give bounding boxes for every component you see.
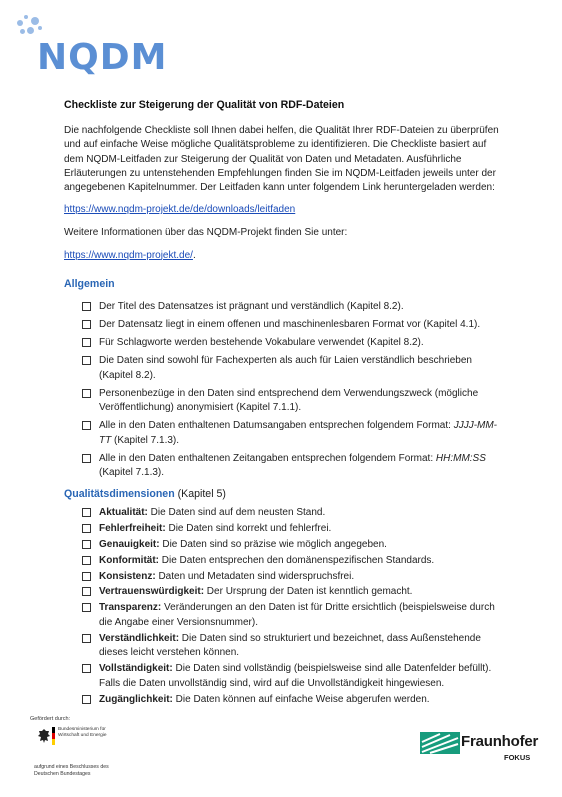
federal-eagle-icon	[38, 728, 50, 744]
checklist-item	[82, 452, 502, 481]
checkbox[interactable]	[82, 634, 91, 643]
item-term: Konformität:	[99, 554, 159, 566]
item-text-after: (Kapitel 7.1.3).	[99, 467, 165, 478]
checklist-item	[82, 554, 502, 569]
item-text: Für Schlagworte werden bestehende Vokabulare verwendet (Kapitel 8.2).	[99, 337, 424, 348]
logo-dot	[38, 26, 42, 30]
checkbox[interactable]	[82, 421, 91, 430]
guideline-link[interactable]: https://www.nqdm-projekt.de/de/downloads/leitfaden	[64, 204, 296, 216]
quality-heading-text: Qualitätsdimensionen	[64, 488, 175, 500]
checklist-item	[82, 601, 502, 630]
checklist-item	[82, 662, 502, 691]
ministry-name: Bundesministerium für Wirtschaft und Energie	[58, 727, 107, 738]
item-text: Veränderungen an den Daten ist für Dritte ersichtlich (beispielsweise durch die Angabe einer Versionsnummer).	[99, 602, 495, 628]
item-text: Die Daten sind auf dem neusten Stand.	[147, 507, 326, 518]
fraunhofer-logo-icon	[420, 732, 460, 754]
general-checklist	[82, 300, 502, 484]
date-format: JJJJ-MM-TT	[99, 420, 498, 446]
german-flag-icon	[52, 727, 55, 745]
checkbox[interactable]	[82, 302, 91, 311]
item-term: Zugänglichkeit:	[99, 693, 173, 705]
funded-by-label: Gefördert durch:	[30, 716, 71, 722]
checklist-item	[82, 693, 502, 708]
item-text: Alle in den Daten enthaltenen Datumsangaben entsprechen folgendem Format:	[99, 420, 454, 431]
item-text: Der Titel des Datensatzes ist prägnant und verständlich (Kapitel 8.2).	[99, 301, 404, 312]
checkbox[interactable]	[82, 320, 91, 329]
checklist-item	[82, 570, 502, 585]
bundestag-note: aufgrund eines Beschlusses des Deutschen Bundestages	[34, 764, 109, 777]
checkbox[interactable]	[82, 572, 91, 581]
item-term: Genauigkeit:	[99, 538, 160, 550]
checkbox[interactable]	[82, 508, 91, 517]
checklist-item	[82, 585, 502, 600]
logo-dot	[31, 17, 39, 25]
fraunhofer-name: Fraunhofer	[461, 733, 539, 750]
item-text: Die Daten sind korrekt und fehlerfrei.	[165, 522, 332, 534]
logo-dot	[20, 29, 25, 34]
item-text: Die Daten sind sowohl für Fachexperten als auch für Laien verständlich beschrieben (Kapitel 8.2).	[99, 355, 472, 381]
logo-dot	[27, 27, 34, 34]
time-format: HH:MM:SS	[435, 452, 486, 464]
checklist-item	[82, 387, 502, 416]
item-text: Die Daten sind vollständig (beispielsweise sind alle Datenfelder befüllt). Falls die Daten unvollständig sind, wird auf die Unvollständigkeit hingewiesen.	[99, 663, 492, 689]
logo-text: NQDM	[37, 37, 168, 78]
checkbox[interactable]	[82, 389, 91, 398]
checkbox[interactable]	[82, 338, 91, 347]
checkbox[interactable]	[82, 587, 91, 596]
checkbox[interactable]	[82, 540, 91, 549]
quality-checklist	[82, 506, 502, 708]
item-term: Verständlichkeit:	[99, 632, 180, 644]
item-term: Vertrauenswürdigkeit:	[99, 586, 205, 598]
item-text: Der Ursprung der Daten ist kenntlich gemacht.	[204, 586, 413, 598]
item-term: Transparenz:	[99, 602, 162, 614]
item-text: Der Datensatz liegt in einem offenen und maschinenlesbaren Format vor (Kapitel 4.1).	[99, 319, 481, 330]
item-text: Die Daten entsprechen den domänenspezifischen Standards.	[159, 554, 435, 566]
item-text-after: (Kapitel 7.1.3).	[111, 434, 180, 446]
quality-heading-chapter: (Kapitel 5)	[177, 488, 226, 500]
checkbox[interactable]	[82, 664, 91, 673]
checkbox[interactable]	[82, 356, 91, 365]
checklist-item	[82, 419, 502, 448]
item-text: Personenbezüge in den Daten sind entsprechend dem Verwendungszweck (mögliche Veröffentlichung) anonymisiert (Kapitel 7.1.1).	[99, 387, 479, 413]
nqdm-logo	[15, 14, 168, 78]
checkbox[interactable]	[82, 454, 91, 463]
checklist-item	[82, 538, 502, 553]
page-title: Checkliste zur Steigerung der Qualität von RDF-Dateien	[64, 99, 345, 111]
checklist-item	[82, 522, 502, 537]
item-text: Daten und Metadaten sind widerspruchsfrei.	[155, 570, 355, 582]
item-term: Konsistenz:	[99, 570, 156, 582]
more-info-text: Weitere Informationen über das NQDM-Projekt finden Sie unter:	[64, 227, 348, 239]
item-term: Fehlerfreiheit:	[99, 522, 166, 534]
checklist-item	[82, 506, 502, 521]
section-general-heading: Allgemein	[64, 278, 115, 290]
checkbox[interactable]	[82, 556, 91, 565]
checkbox[interactable]	[82, 524, 91, 533]
checklist-item	[82, 632, 502, 661]
intro-block	[64, 98, 504, 263]
project-link[interactable]: https://www.nqdm-projekt.de/	[64, 249, 193, 261]
item-term: Aktualität:	[99, 507, 148, 518]
item-text: Die Daten können auf einfache Weise abgerufen werden.	[172, 693, 430, 705]
checkbox[interactable]	[82, 603, 91, 612]
item-text: Die Daten sind so strukturiert und bezeichnet, dass Außenstehende dieses leicht verstehen können.	[99, 632, 481, 659]
checkbox[interactable]	[82, 695, 91, 704]
fokus-label: FOKUS	[504, 753, 531, 762]
item-text: Die Daten sind so präzise wie möglich angegeben.	[159, 538, 387, 550]
item-term: Vollständigkeit:	[99, 663, 173, 675]
logo-dot	[24, 15, 28, 19]
logo-dot	[17, 20, 23, 26]
checklist-item	[82, 336, 502, 351]
checklist-item	[82, 318, 502, 333]
checklist-item	[82, 300, 502, 315]
section-quality-heading	[64, 488, 226, 500]
intro-paragraph: Die nachfolgende Checkliste soll Ihnen dabei helfen, die Qualität Ihrer RDF-Dateien zu überprüfen und auf einfache Weise mögliche Qualitätsprobleme zu identifizieren. Die Checkliste basiert auf dem NQDM-Leitfaden zur Steigerung der Qualität von Daten und Metadaten. Ausführliche Erläuterungen zu untenstehenden Empfehlungen finden Sie im NQDM-Leitfaden jeweils unter der angegebenen Kapitelnummer. Der Leitfaden kann unter folgendem Link heruntergeladen werden:	[64, 125, 499, 194]
checklist-item	[82, 354, 502, 383]
item-text: Alle in den Daten enthaltenen Zeitangaben entsprechen folgendem Format:	[99, 452, 436, 464]
project-link-suffix: .	[192, 249, 196, 261]
